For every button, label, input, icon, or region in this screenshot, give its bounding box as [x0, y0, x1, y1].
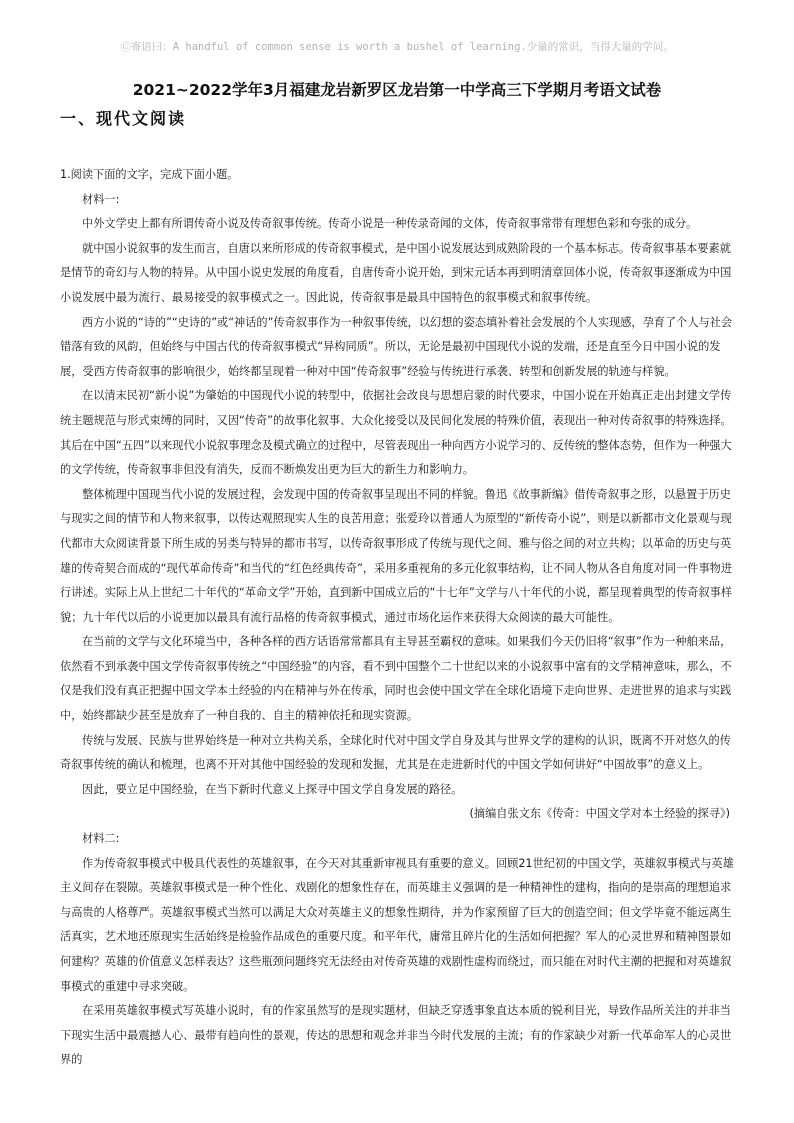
- material-1-paragraph: 在当前的文学与文化环境当中，各种各样的西方话语常常都具有主导甚至霸权的意味。如果我们今天仍旧将“叙事”作为一种舶来品，依然看不到承袭中国文学传奇叙事传统之“中国经验”的内容，看不到中国整个二十世纪以来的小说叙事中富有的文学精神意味，那么，不仅是我们没有真正把握中国文学本土经验的内在精神与外在传承，同时也会使中国文学在全球化语境下走向世界、走进世界的追求与实践中，始终都缺少甚至是放弃了一种自我的、自主的精神依托和现实资源。: [60, 635, 732, 723]
- material-1-paragraph: 整体梳理中国现当代小说的发展过程，会发现中国的传奇叙事呈现出不同的样貌。鲁迅《故事新编》借传奇叙事之形，以悬置于历史与现实之间的情节和人物来叙事，以传达观照现实人生的良苦用意；张爱玲以普通人为原型的“新传奇小说”，则是以新都市文化景观与现代都市大众阅读背景下所生成的另类与特异的都市书写，以传奇叙事形成了传统与现代之间、雅与俗之间的对立共构；以革命的历史与英雄的传奇契合而成的“现代革命传奇”和当代的“红色经典传奇”，采用多重视角的多元化叙事结构，让不同人物从各自角度对同一件事物进行讲述。实际上从上世纪二十年代的“革命文学”开始，直到新中国成立后的“十七年”文学与八十年代的小说，都呈现着典型的传奇叙事样貌；九十年代以后的小说更加以最具有流行品格的传奇叙事模式，通过市场化运作来获得大众阅读的最大可能性。: [60, 487, 733, 624]
- material-2-paragraph: 在采用英雄叙事模式写英雄小说时，有的作家虽然写的是现实题材，但缺乏穿透事象直达本质的锐利目光，导致作品所关注的并非当下现实生活中最震撼人心、最带有趋向性的景观，传达的思想和观念并非当今时代发展的主流；有的作家缺少对新一代革命军人的心灵世界的: [60, 1004, 732, 1067]
- material-1-paragraph: 因此，要立足中国经验，在当下新时代意义上探寻中国文学自身发展的路径。: [82, 782, 463, 796]
- material-1-paragraph: 在以清末民初“新小说”为肇始的中国现代小说的转型中，依据社会改良与思想启蒙的时代要求，中国小说在开始真正走出封建文学传统主题规范与形式束缚的同时，又因“传奇”的故事化叙事、大众化接受以及民间化发展的特殊价值，表现出一种对传奇叙事的特殊选择。其后在中国“五四”以来现代小说叙事理念及模式确立的过程中，尽管表现出一种向西方小说学习的、反传统的整体态势，但作为一种强大的文学传统，传奇叙事非但没有消失，反而不断焕发出更为巨大的新生力和影响力。: [60, 389, 732, 477]
- material-1-source: (摘编自张文东《传奇：中国文学对本土经验的探寻》): [469, 807, 730, 821]
- material-1-paragraph: 传统与发展、民族与世界始终是一种对立共构关系，全球化时代对中国文学自身及其与世界文学的建构的认识，既离不开对悠久的传奇叙事传统的确认和梳理，也离不开对其他中国经验的发现和发掘，尤其是在走进新时代的中国文学如何讲好“中国故事”的意义上。: [60, 733, 731, 772]
- material-1-label: 材料一:: [82, 192, 120, 206]
- material-1-paragraph: 中外文学史上都有所谓传奇小说及传奇叙事传统。传奇小说是一种传录奇闻的文体，传奇叙事常带有理想色彩和夸张的成分。: [82, 217, 698, 231]
- reading-passage: [60, 163, 740, 1073]
- page-title: 2021~2022学年3月福建龙岩新罗区龙岩第一中学高三下学期月考语文试卷: [132, 81, 662, 99]
- question-stem: 1.阅读下面的文字，完成下面小题。: [60, 168, 239, 181]
- material-2-label: 材料二:: [82, 832, 120, 846]
- section-heading: 一、现代文阅读: [60, 109, 187, 128]
- watermark-text: Ⓒ寄语曰：A handful of common sense is worth a bushel of learning.少量的常识，当得大量的学问。: [120, 41, 674, 53]
- material-1-paragraph: 就中国小说叙事的发生而言，自唐以来所形成的传奇叙事模式，是中国小说发展达到成熟阶段的一个基本标志。传奇叙事基本要素就是情节的奇幻与人物的特异。从中国小说史发展的角度看，自唐传奇小说开始，到宋元话本再到明清章回体小说，传奇叙事逐渐成为中国小说发展中最为流行、最易接受的叙事模式之一。因此说，传奇叙事是最具中国特色的叙事模式和叙事传统。: [60, 241, 732, 304]
- material-2-paragraph: 作为传奇叙事模式中极具代表性的英雄叙事，在今天对其重新审视具有重要的意义。回顾21世纪初的中国文学，英雄叙事模式与英雄主义间存在裂隙。英雄叙事模式是一种个性化、戏剧化的想象性存在，而英雄主义强调的是一种精神性的建构，指向的是崇高的理想追求与高贵的人格尊严。英雄叙事模式当然可以满足大众对英雄主义的想象性期待，并为作家预留了巨大的创造空间；但文学毕竟不能远离生活真实，艺术地还原现实生活始终是检验作品成色的重要尺度。和平年代，庸常且碎片化的生活如何把握？军人的心灵世界和精神图景如何建构？英雄的价值意义怎样表达？这些瓶颈问题终究无法经由对传奇英雄的戏剧性虚构而绕过，而只能在对时代主潮的把握和对英雄叙事模式的重建中寻求突破。: [60, 856, 734, 993]
- material-1-paragraph: 西方小说的“诗的”“史诗的”或“神话的”传奇叙事作为一种叙事传统，以幻想的姿态填补着社会发展的个人实现感，孕育了个人与社会错落有致的风韵，但始终与中国古代的传奇叙事模式“异构同质”。所以，无论是最初中国现代小说的发端，还是直至今日中国小说的发展，受西方传奇叙事的影响很少，始终都呈现着一种对中国“传奇叙事”经验与传统进行承袭、转型和创新发展的轨迹与样貌。: [60, 315, 733, 378]
